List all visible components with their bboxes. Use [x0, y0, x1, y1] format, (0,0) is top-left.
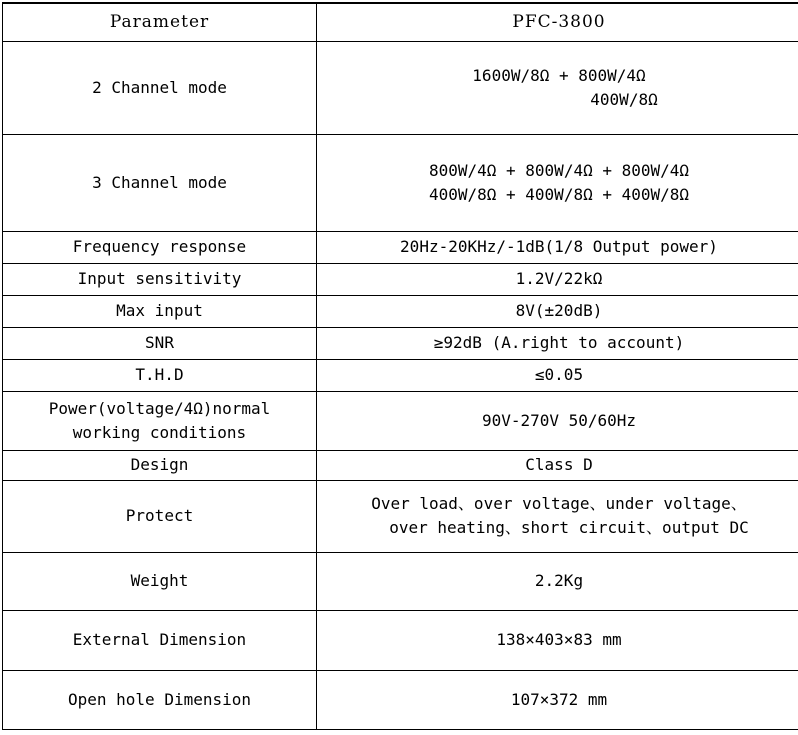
label-line: Power(voltage/4Ω)normal — [48, 398, 271, 418]
table-row — [3, 670, 798, 729]
row-value: ≥92dB (A.right to account) — [317, 327, 798, 359]
row-label: Weight — [3, 552, 317, 610]
row-label — [3, 391, 317, 450]
table-row — [3, 41, 798, 134]
row-label: Design — [3, 450, 317, 480]
value-line: 400W/8Ω + 400W/8Ω + 400W/8Ω — [428, 184, 690, 204]
table-row — [3, 391, 798, 450]
header-model: PFC-3800 — [317, 3, 798, 41]
row-value: 90V-270V 50/60Hz — [317, 391, 798, 450]
row-value: 107×372 mm — [317, 670, 798, 729]
row-value — [317, 480, 798, 552]
value-line: 1600W/8Ω + 800W/4Ω — [472, 65, 646, 85]
table-row — [3, 263, 798, 295]
row-value: 2.2Kg — [317, 552, 798, 610]
value-line: 400W/8Ω — [590, 89, 658, 109]
table-row — [3, 450, 798, 480]
row-value: 1.2V/22kΩ — [317, 263, 798, 295]
table-row — [3, 231, 798, 263]
row-label: External Dimension — [3, 610, 317, 670]
row-value: Class D — [317, 450, 798, 480]
row-label: T.H.D — [3, 359, 317, 391]
table-header-row — [3, 3, 798, 41]
row-value — [317, 41, 798, 134]
value-line: over heating、short circuit、output DC — [389, 518, 749, 537]
table-row — [3, 610, 798, 670]
row-label: Frequency response — [3, 231, 317, 263]
row-label: 3 Channel mode — [3, 134, 317, 231]
table-row — [3, 134, 798, 231]
row-label: Max input — [3, 295, 317, 327]
row-label: Open hole Dimension — [3, 670, 317, 729]
table-row — [3, 359, 798, 391]
table-row — [3, 295, 798, 327]
spec-table — [2, 2, 798, 730]
row-value: 8V(±20dB) — [317, 295, 798, 327]
table-row — [3, 480, 798, 552]
row-label: Input sensitivity — [3, 263, 317, 295]
row-label: 2 Channel mode — [3, 41, 317, 134]
table-row — [3, 327, 798, 359]
row-label: SNR — [3, 327, 317, 359]
row-value: ≤0.05 — [317, 359, 798, 391]
row-value: 138×403×83 mm — [317, 610, 798, 670]
table-row — [3, 552, 798, 610]
row-label: Protect — [3, 480, 317, 552]
value-line: Over load、over voltage、under voltage、 — [371, 494, 747, 513]
header-parameter: Parameter — [3, 3, 317, 41]
row-value: 20Hz-20KHz/-1dB(1/8 Output power) — [317, 231, 798, 263]
value-line: 800W/4Ω + 800W/4Ω + 800W/4Ω — [428, 160, 690, 180]
row-value — [317, 134, 798, 231]
label-line: working conditions — [72, 422, 247, 442]
